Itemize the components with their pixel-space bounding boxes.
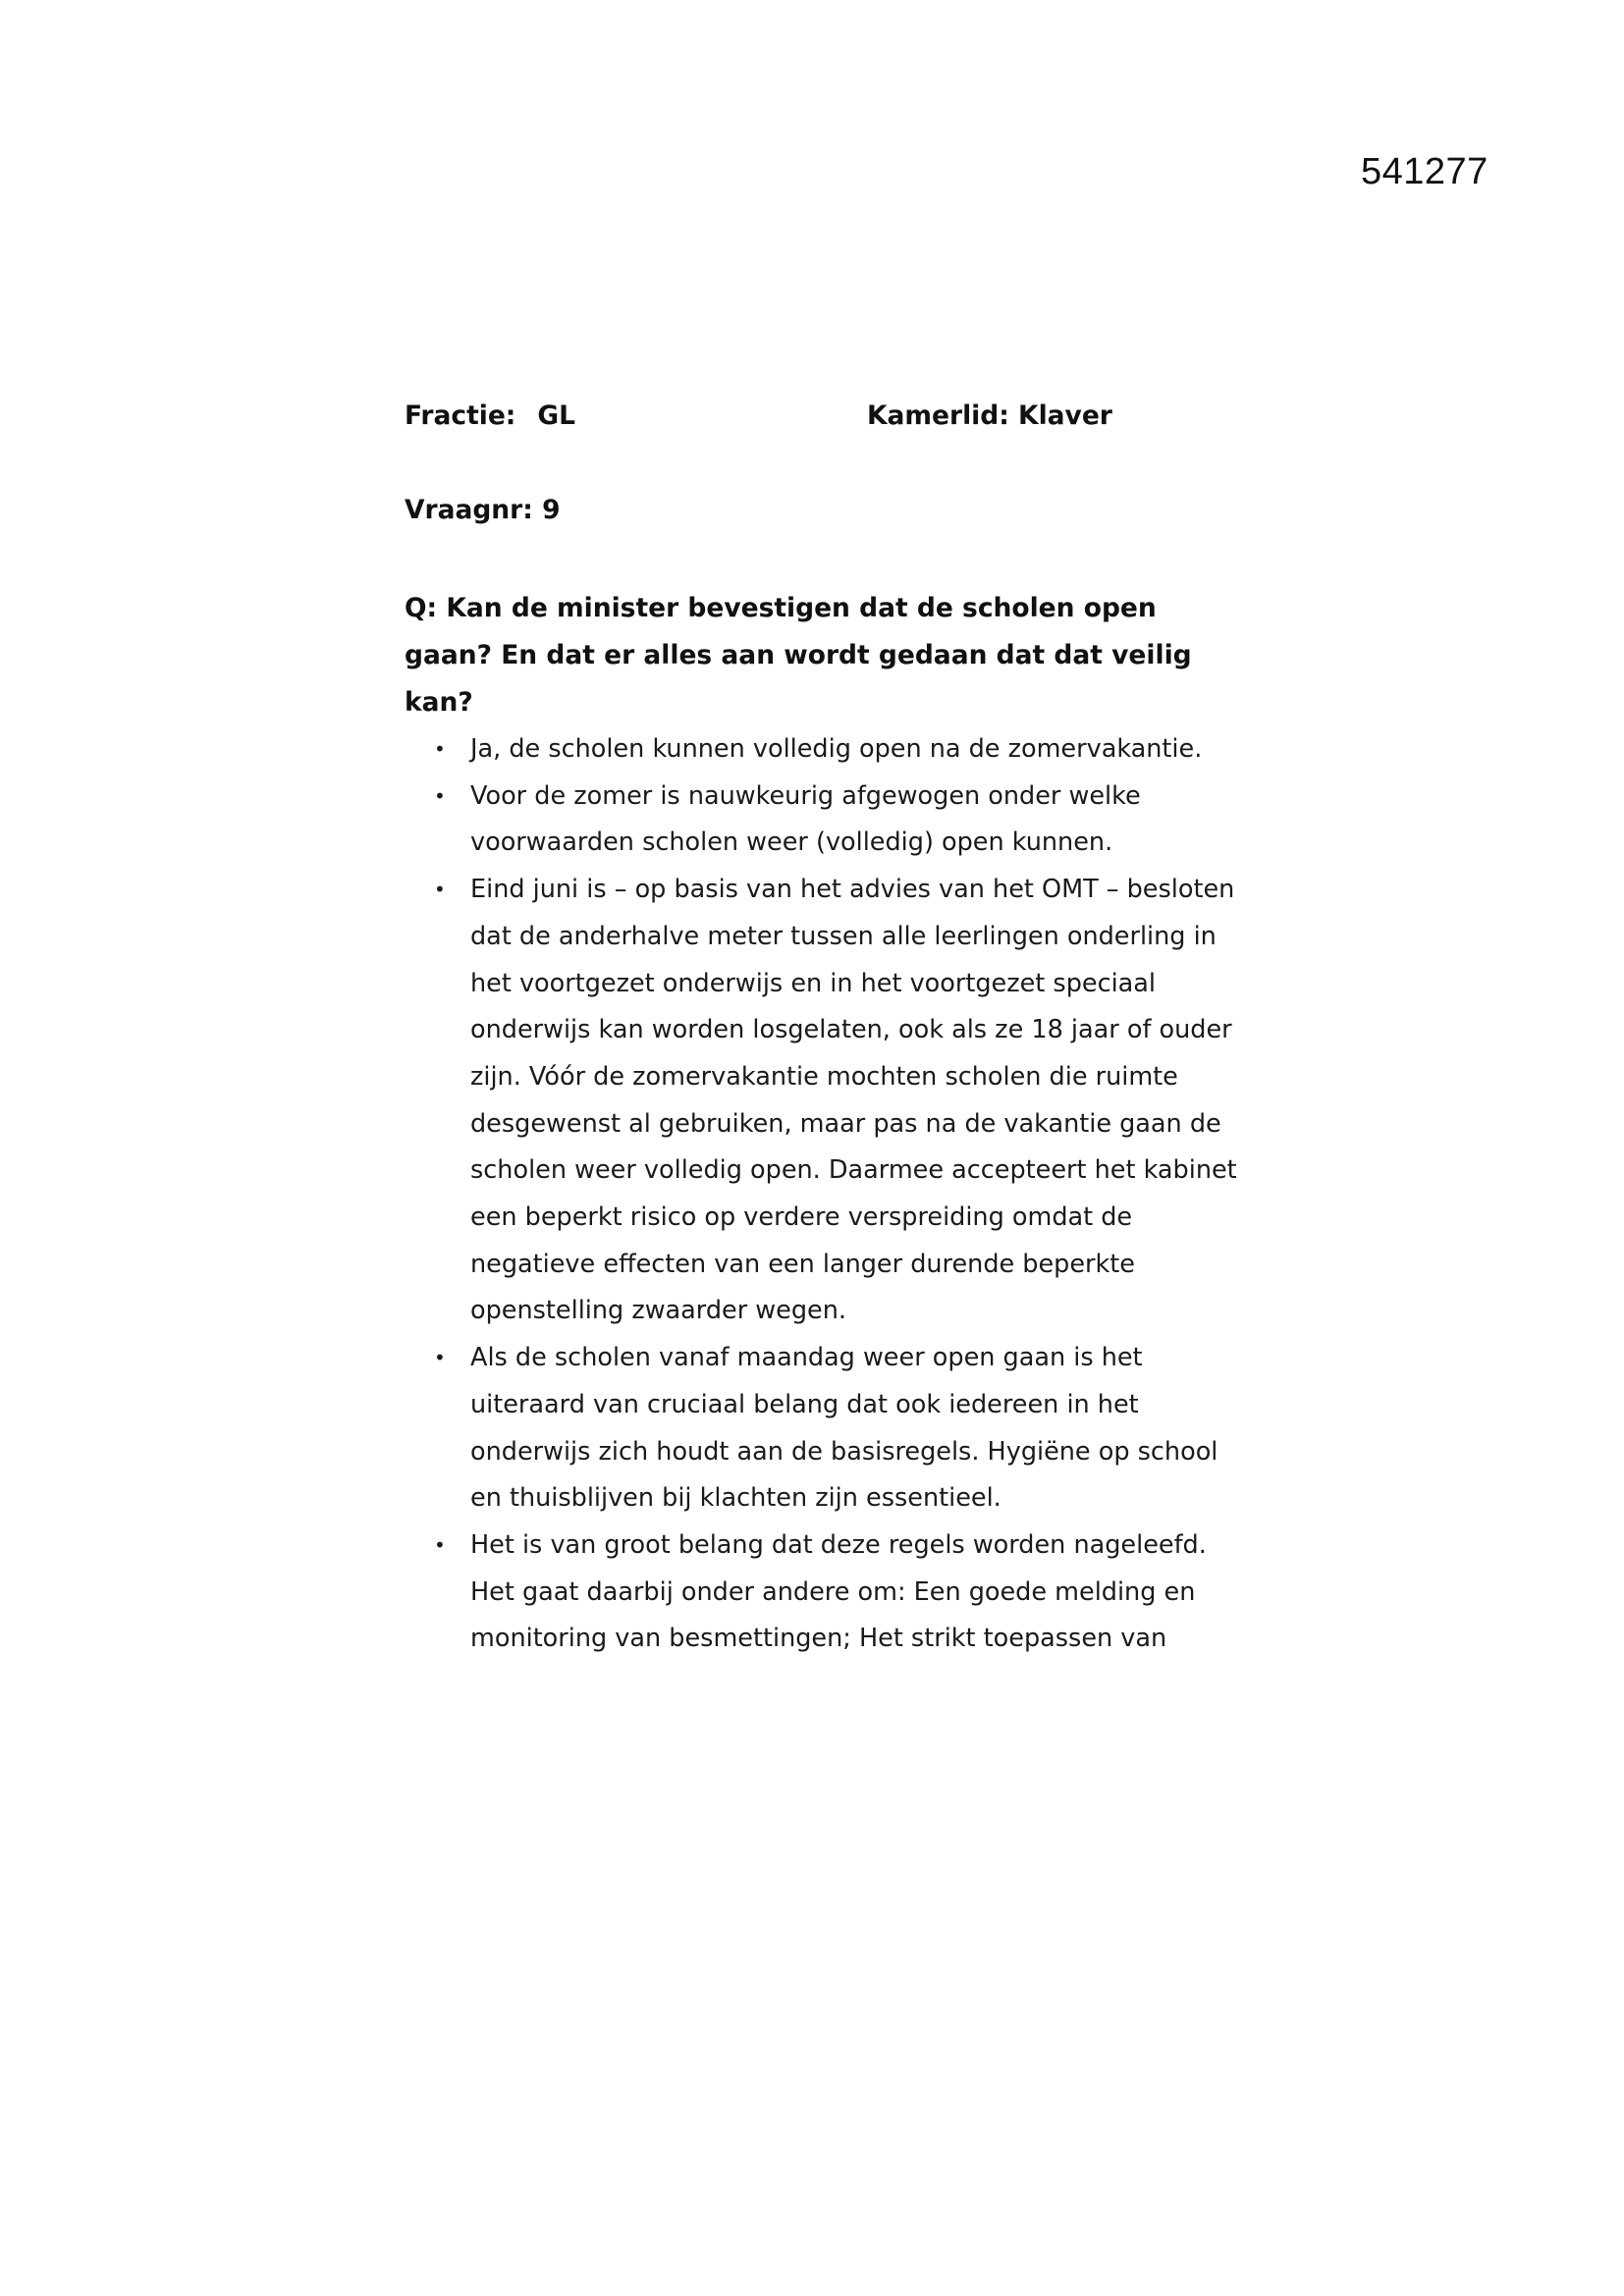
answer-item xyxy=(405,726,1256,774)
kamerlid-field xyxy=(867,400,1112,431)
kamerlid-value: Klaver xyxy=(1018,400,1112,431)
vraagnr-label: Vraagnr: xyxy=(405,495,533,525)
meta-row xyxy=(405,400,1239,448)
bullet-icon: • xyxy=(434,783,446,808)
answer-item xyxy=(405,1335,1256,1522)
document-number: 541277 xyxy=(1361,151,1489,192)
answer-text: Ja, de scholen kunnen volledig open na de zomervakantie. xyxy=(470,734,1203,764)
question-number xyxy=(405,495,1239,542)
bullet-icon: • xyxy=(434,878,446,902)
answer-list xyxy=(405,726,1239,1663)
document-body xyxy=(405,400,1239,1663)
fractie-label: Fractie: xyxy=(405,400,516,431)
answer-text: Het is van groot belang dat deze regels worden nageleefd. Het gaat daarbij onder andere om: Een goede melding en monitoring van besmettingen; Het strikt toepassen van xyxy=(470,1529,1207,1654)
answer-item xyxy=(405,867,1256,1335)
fractie-field xyxy=(405,400,575,431)
answer-text: Eind juni is – op basis van het advies van het OMT – besloten dat de anderhalve meter tussen alle leerlingen onderling in het voortgezet onderwijs en in het voortgezet speciaal onderwijs kan worden losgelaten, ook als ze 18 jaar of ouder zijn. Vóór de zomervakantie mochten scholen die ruimte desgewenst al gebruiken, maar pas na de vakantie gaan de scholen weer volledig open. Daarmee accepteert het kabinet een beperkt risico op verdere verspreiding omdat de negatieve effecten van een langer durende beperkte openstelling zwaarder wegen. xyxy=(470,875,1237,1326)
answer-item xyxy=(405,774,1256,867)
kamerlid-label: Kamerlid: xyxy=(867,400,1009,431)
answer-item xyxy=(405,1522,1256,1663)
answer-text: Voor de zomer is nauwkeurig afgewogen onder welke voorwaarden scholen weer (volledig) open kunnen. xyxy=(470,780,1141,858)
bullet-icon: • xyxy=(434,1346,446,1370)
vraagnr-value: 9 xyxy=(542,495,561,525)
question-text: Q: Kan de minister bevestigen dat de scholen open gaan? En dat er alles aan wordt gedaan dat dat veilig kan? xyxy=(405,593,1192,718)
bullet-icon: • xyxy=(434,1532,446,1557)
bullet-icon: • xyxy=(434,737,446,761)
fractie-value: GL xyxy=(537,400,576,431)
answer-text: Als de scholen vanaf maandag weer open gaan is het uiteraard van cruciaal belang dat ook iedereen in het onderwijs zich houdt aan de basisregels. Hygiëne op school en thuisblijven bij klachten zijn essentieel. xyxy=(470,1343,1218,1514)
